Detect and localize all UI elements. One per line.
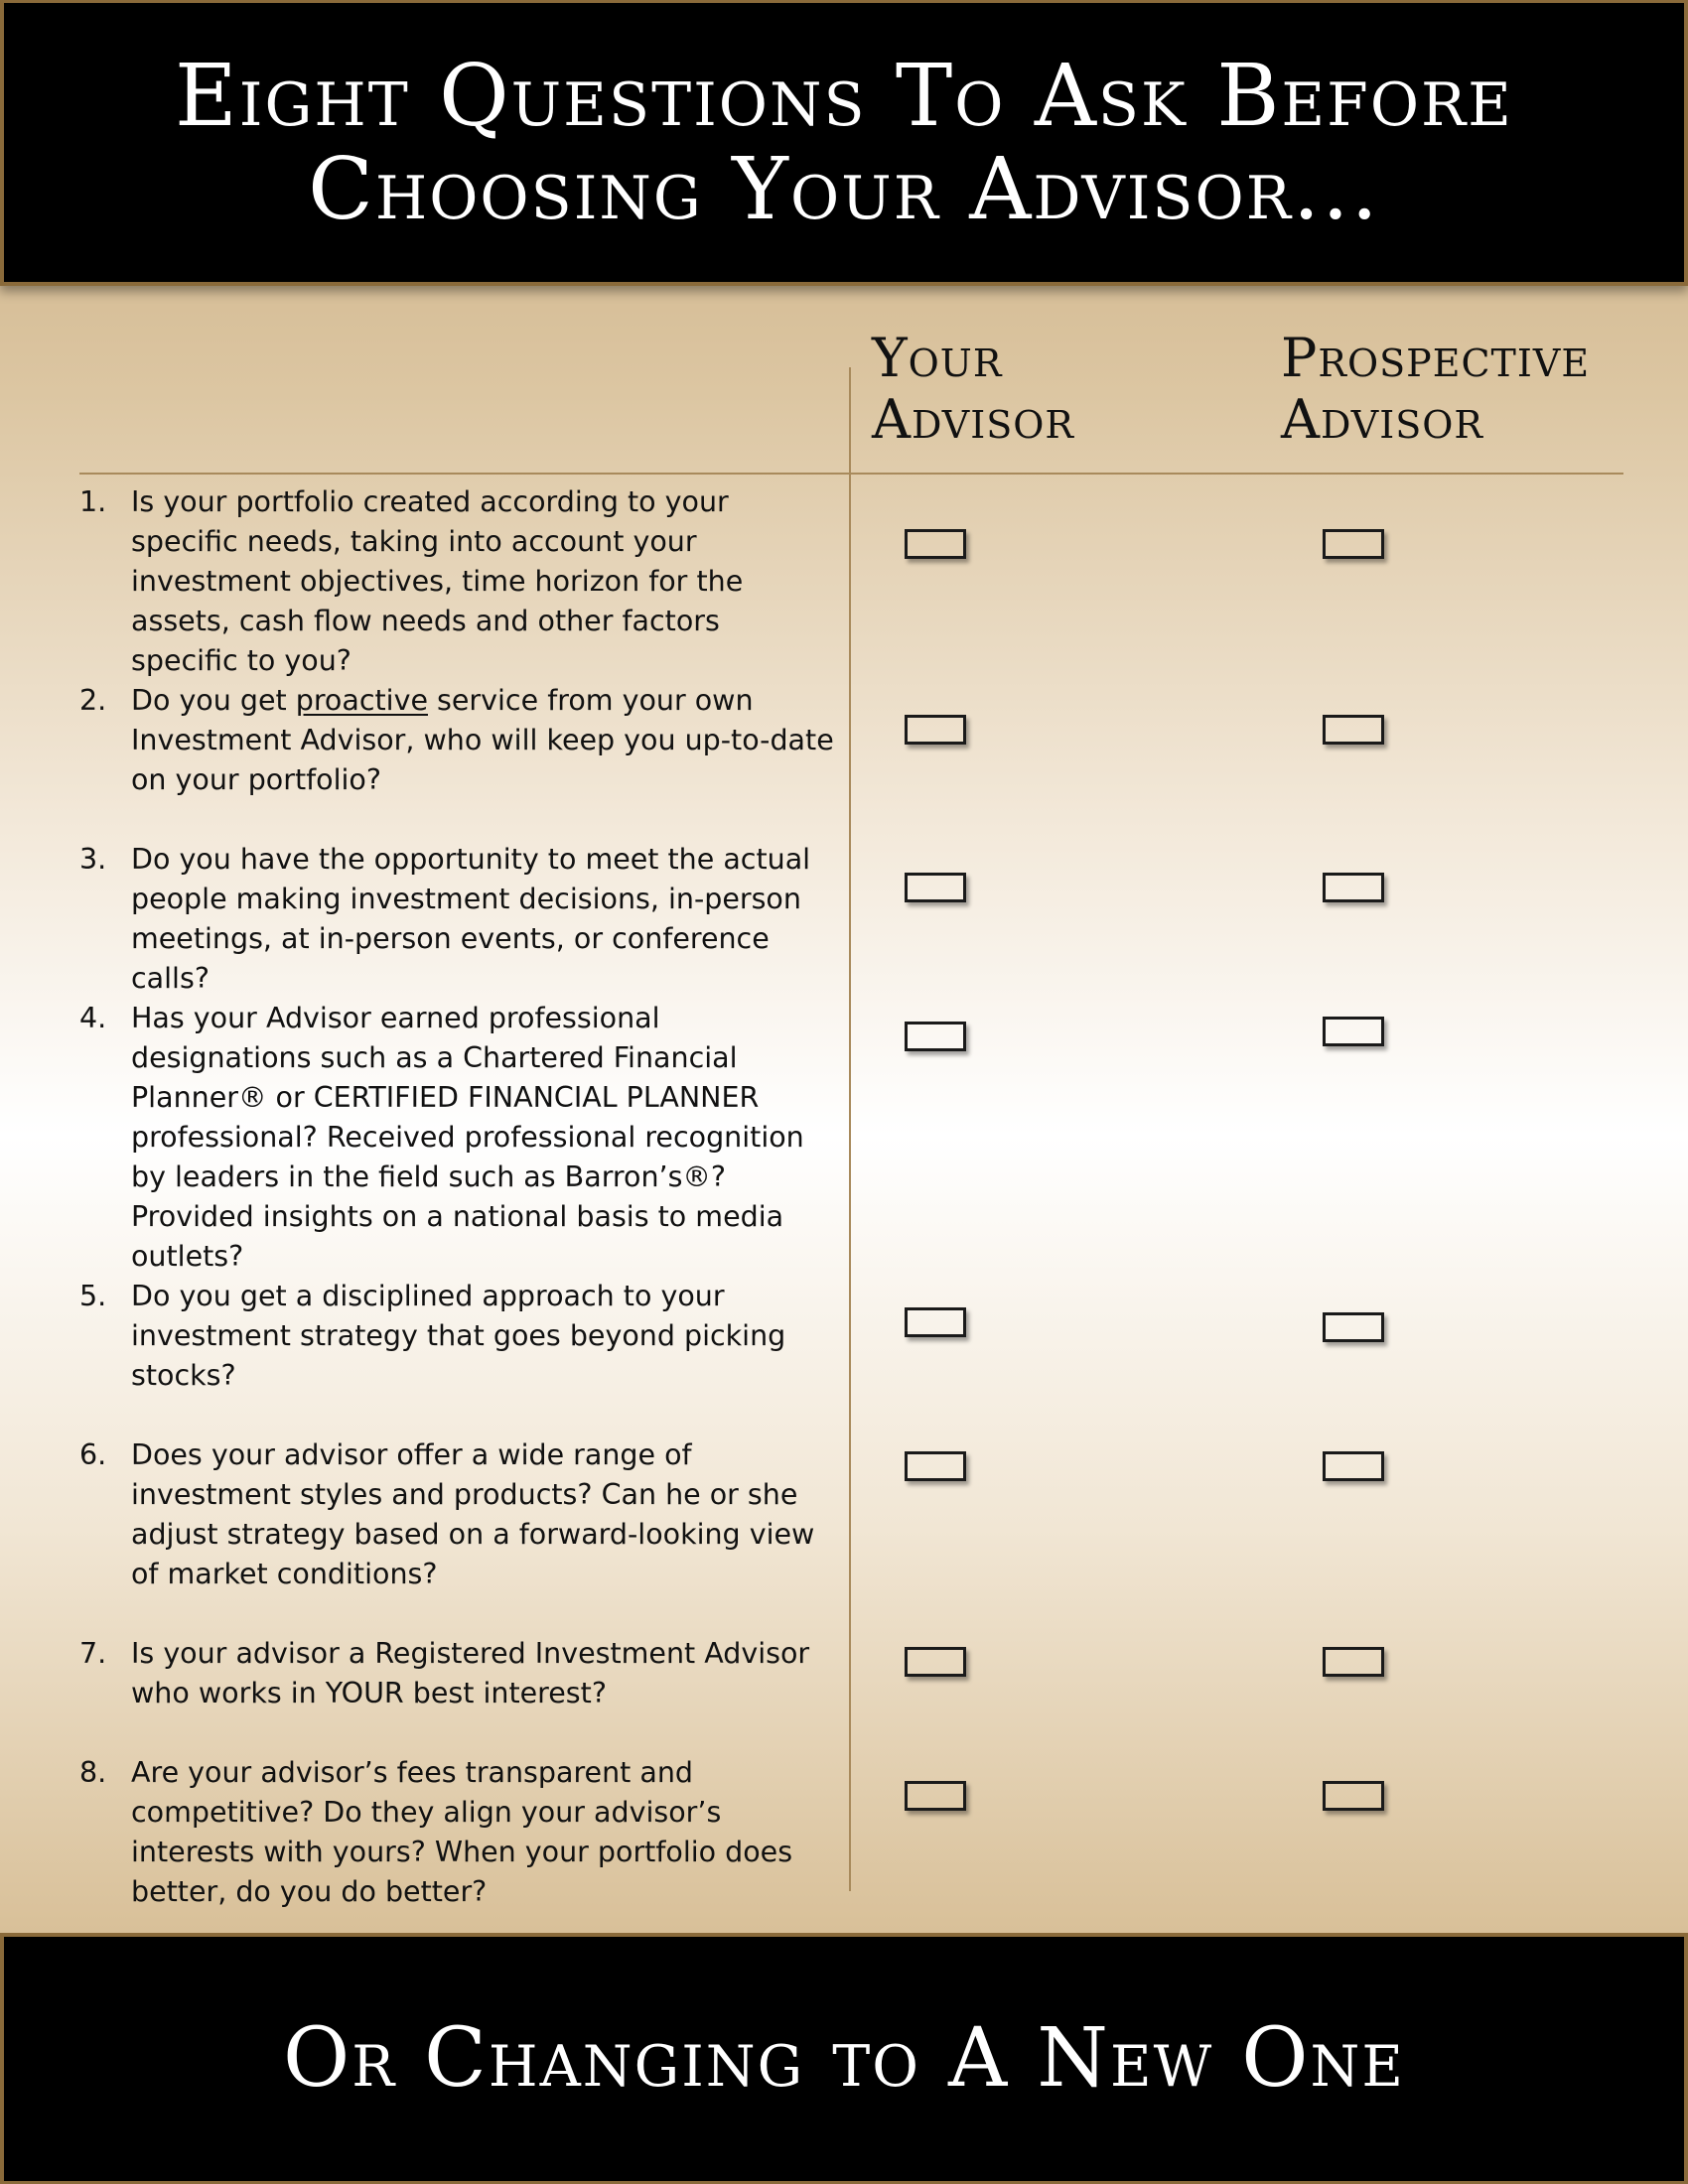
question-5 [79, 1277, 834, 1396]
prospective-advisor-checkbox-4[interactable] [1323, 1017, 1384, 1046]
question-text-part: Do you get [131, 684, 296, 717]
your-advisor-checkbox-3[interactable] [905, 873, 966, 902]
question-4 [79, 999, 834, 1277]
your-advisor-checkbox-7[interactable] [905, 1647, 966, 1677]
column-header-your-advisor [872, 328, 1074, 451]
prospective-advisor-checkbox-1[interactable] [1323, 529, 1384, 559]
prospective-advisor-checkbox-6[interactable] [1323, 1451, 1384, 1481]
question-number: 3. [79, 843, 107, 876]
question-text: Do you get a disciplined approach to your investment strategy that goes beyond picking stocks? [131, 1280, 786, 1392]
prospective-advisor-checkbox-5[interactable] [1323, 1312, 1384, 1342]
footer-banner [0, 1933, 1688, 2184]
prospective-advisor-checkbox-8[interactable] [1323, 1781, 1384, 1811]
your-advisor-checkbox-5[interactable] [905, 1307, 966, 1337]
question-text: Does your advisor offer a wide range of investment styles and products? Can he or she adjust strategy based on a forward-looking view of market conditions? [131, 1438, 815, 1590]
your-advisor-checkbox-4[interactable] [905, 1022, 966, 1051]
prospective-advisor-checkbox-7[interactable] [1323, 1647, 1384, 1677]
question-text: Are your advisor’s fees transparent and competitive? Do they align your advisor’s interests with yours? When your portfolio does better, do you do better? [131, 1756, 793, 1908]
title-line-1: Eight Questions To Ask Before [175, 46, 1513, 146]
column-header-line: Advisor [872, 388, 1075, 451]
question-number: 5. [79, 1280, 107, 1312]
question-text [131, 681, 834, 800]
your-advisor-checkbox-2[interactable] [905, 715, 966, 745]
question-number: 1. [79, 485, 107, 518]
question-number: 6. [79, 1438, 107, 1471]
question-7 [79, 1634, 834, 1713]
question-text: Do you have the opportunity to meet the actual people making investment decisions, in-person meetings, at in-person events, or conference calls? [131, 843, 811, 995]
question-text-emphasis: proactive [295, 684, 428, 717]
your-advisor-checkbox-1[interactable] [905, 529, 966, 559]
header-divider [79, 473, 1623, 475]
question-1 [79, 482, 834, 681]
question-number: 8. [79, 1756, 107, 1789]
column-divider [849, 367, 851, 1891]
column-header-line: Your [872, 327, 1003, 389]
question-text: Is your advisor a Registered Investment Advisor who works in YOUR best interest? [131, 1637, 810, 1709]
prospective-advisor-checkbox-2[interactable] [1323, 715, 1384, 745]
your-advisor-checkbox-8[interactable] [905, 1781, 966, 1811]
your-advisor-checkbox-6[interactable] [905, 1451, 966, 1481]
column-header-line: Advisor [1281, 388, 1484, 451]
title-line-2: Choosing Your Advisor... [308, 139, 1380, 239]
question-number: 7. [79, 1637, 107, 1670]
question-6 [79, 1435, 834, 1594]
column-header-line: Prospective [1281, 327, 1591, 389]
question-8 [79, 1753, 834, 1912]
question-3 [79, 840, 834, 999]
question-text: Has your Advisor earned professional designations such as a Chartered Financial Planner® or CERTIFIED FINANCIAL PLANNER professional? Received professional recognition by leaders in the field such as Barron’s®? Provided insights on a national basis to media outlets? [131, 1002, 804, 1273]
footer-line: Or Changing to A New One [282, 2011, 1406, 2106]
column-header-prospective-advisor [1281, 328, 1590, 451]
header-banner [0, 0, 1688, 286]
question-2 [79, 681, 834, 800]
question-number: 4. [79, 1002, 107, 1034]
question-text: Is your portfolio created according to your specific needs, taking into account your investment objectives, time horizon for the assets, cash flow needs and other factors specific to you? [131, 485, 744, 677]
question-number: 2. [79, 684, 107, 717]
question-text-part: service from your own Investment Advisor, who will keep you up-to-date on your portfolio? [131, 684, 834, 796]
prospective-advisor-checkbox-3[interactable] [1323, 873, 1384, 902]
